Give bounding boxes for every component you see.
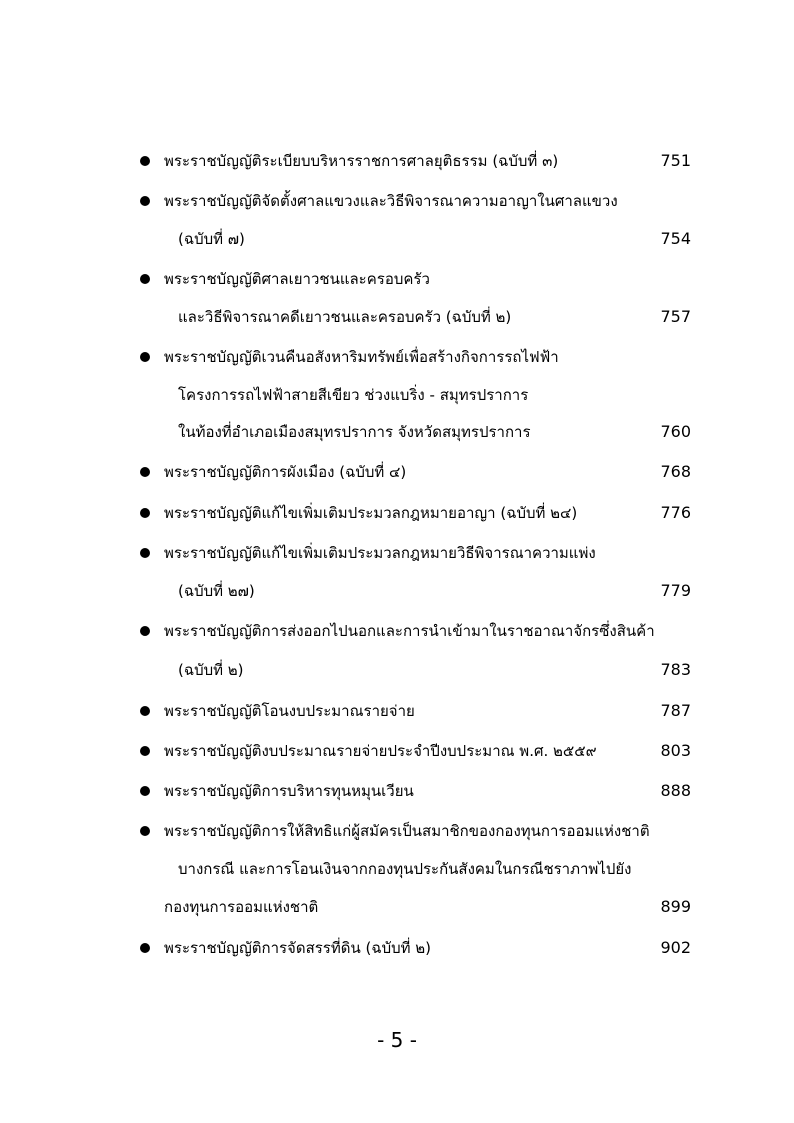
entry-title: พระราชบัญญัติเวนคืนอสังหาริมทรัพย์เพื่อสร้างกิจการรถไฟฟ้า bbox=[164, 348, 559, 366]
toc-entry-continuation bbox=[0, 650, 794, 690]
toc-entry bbox=[0, 141, 794, 181]
toc-entry bbox=[0, 771, 794, 811]
toc-entry bbox=[0, 731, 794, 771]
entry-title-continued: โครงการรถไฟฟ้าสายสีเขียว ช่วงแบริ่ง - สมุทรปราการ bbox=[178, 386, 529, 404]
entry-title-continued: กองทุนการออมแห่งชาติ bbox=[164, 898, 319, 916]
entry-page-number: 899 bbox=[660, 897, 691, 916]
entry-title-continued: (ฉบับที่ ๒) bbox=[178, 661, 244, 679]
bullet-icon bbox=[140, 626, 150, 636]
entry-title: พระราชบัญญัติโอนงบประมาณรายจ่าย bbox=[164, 702, 415, 720]
entry-title: พระราชบัญญัติจัดตั้งศาลแขวงและวิธีพิจารณาความอาญาในศาลแขวง bbox=[164, 192, 618, 210]
entry-title: พระราชบัญญัติระเบียบบริหารราชการศาลยุติธรรม (ฉบับที่ ๓) bbox=[164, 152, 559, 170]
entry-page-number: 902 bbox=[660, 938, 691, 957]
bullet-icon bbox=[140, 548, 150, 558]
entry-page-number: 754 bbox=[660, 229, 691, 248]
toc-entry bbox=[0, 181, 794, 221]
entry-page-number: 751 bbox=[660, 151, 691, 170]
bullet-icon bbox=[140, 467, 150, 477]
entry-title: พระราชบัญญัติงบประมาณรายจ่ายประจำปีงบประมาณ พ.ศ. ๒๕๕๙ bbox=[164, 742, 597, 760]
entry-title-continued: (ฉบับที่ ๗) bbox=[178, 230, 245, 248]
entry-title: พระราชบัญญัติการให้สิทธิแก่ผู้สมัครเป็นสมาชิกของกองทุนการออมแห่งชาติ bbox=[164, 822, 650, 840]
toc-entry-continuation bbox=[0, 219, 794, 259]
entry-title: พระราชบัญญัติการผังเมือง (ฉบับที่ ๔) bbox=[164, 463, 407, 481]
toc-entry bbox=[0, 259, 794, 299]
toc-entry-continuation bbox=[0, 375, 794, 415]
entry-title: พระราชบัญญัติแก้ไขเพิ่มเติมประมวลกฎหมายวิธีพิจารณาความแพ่ง bbox=[164, 544, 596, 562]
toc-entry-continuation bbox=[0, 849, 794, 889]
toc-entry-continuation bbox=[0, 412, 794, 452]
bullet-icon bbox=[140, 156, 150, 166]
bullet-icon bbox=[140, 352, 150, 362]
bullet-icon bbox=[140, 786, 150, 796]
entry-page-number: 888 bbox=[660, 781, 691, 800]
page-number-footer: - 5 - bbox=[377, 1028, 417, 1052]
entry-title-continued: และวิธีพิจารณาคดีเยาวชนและครอบครัว (ฉบับที่ ๒) bbox=[178, 308, 512, 326]
entry-page-number: 783 bbox=[660, 660, 691, 679]
bullet-icon bbox=[140, 196, 150, 206]
entry-title-continued: บางกรณี และการโอนเงินจากกองทุนประกันสังคมในกรณีชราภาพไปยัง bbox=[178, 860, 632, 878]
entry-title: พระราชบัญญัติการบริหารทุนหมุนเวียน bbox=[164, 782, 414, 800]
toc-entry-continuation bbox=[0, 297, 794, 337]
entry-page-number: 768 bbox=[660, 462, 691, 481]
toc-entry bbox=[0, 533, 794, 573]
toc-entry bbox=[0, 928, 794, 968]
entry-page-number: 779 bbox=[660, 581, 691, 600]
bullet-icon bbox=[140, 943, 150, 953]
entry-title-continued: ในท้องที่อำเภอเมืองสมุทรปราการ จังหวัดสมุทรปราการ bbox=[178, 423, 531, 441]
toc-entry bbox=[0, 611, 794, 651]
entry-page-number: 803 bbox=[660, 741, 691, 760]
bullet-icon bbox=[140, 274, 150, 284]
entry-title: พระราชบัญญัติการส่งออกไปนอกและการนำเข้ามาในราชอาณาจักรซึ่งสินค้า bbox=[164, 622, 655, 640]
toc-entry-continuation bbox=[0, 571, 794, 611]
bullet-icon bbox=[140, 508, 150, 518]
entry-page-number: 776 bbox=[660, 503, 691, 522]
toc-entry bbox=[0, 452, 794, 492]
bullet-icon bbox=[140, 746, 150, 756]
bullet-icon bbox=[140, 826, 150, 836]
entry-title: พระราชบัญญัติแก้ไขเพิ่มเติมประมวลกฎหมายอาญา (ฉบับที่ ๒๔) bbox=[164, 504, 578, 522]
entry-title: พระราชบัญญัติศาลเยาวชนและครอบครัว bbox=[164, 270, 430, 288]
entry-page-number: 760 bbox=[660, 422, 691, 441]
toc-entry bbox=[0, 337, 794, 377]
toc-entry bbox=[0, 691, 794, 731]
bullet-icon bbox=[140, 706, 150, 716]
toc-entry bbox=[0, 811, 794, 851]
entry-title: พระราชบัญญัติการจัดสรรที่ดิน (ฉบับที่ ๒) bbox=[164, 939, 432, 957]
toc-entry-continuation bbox=[0, 887, 794, 927]
toc-entry bbox=[0, 493, 794, 533]
entry-page-number: 787 bbox=[660, 701, 691, 720]
entry-title-continued: (ฉบับที่ ๒๗) bbox=[178, 582, 255, 600]
entry-page-number: 757 bbox=[660, 307, 691, 326]
